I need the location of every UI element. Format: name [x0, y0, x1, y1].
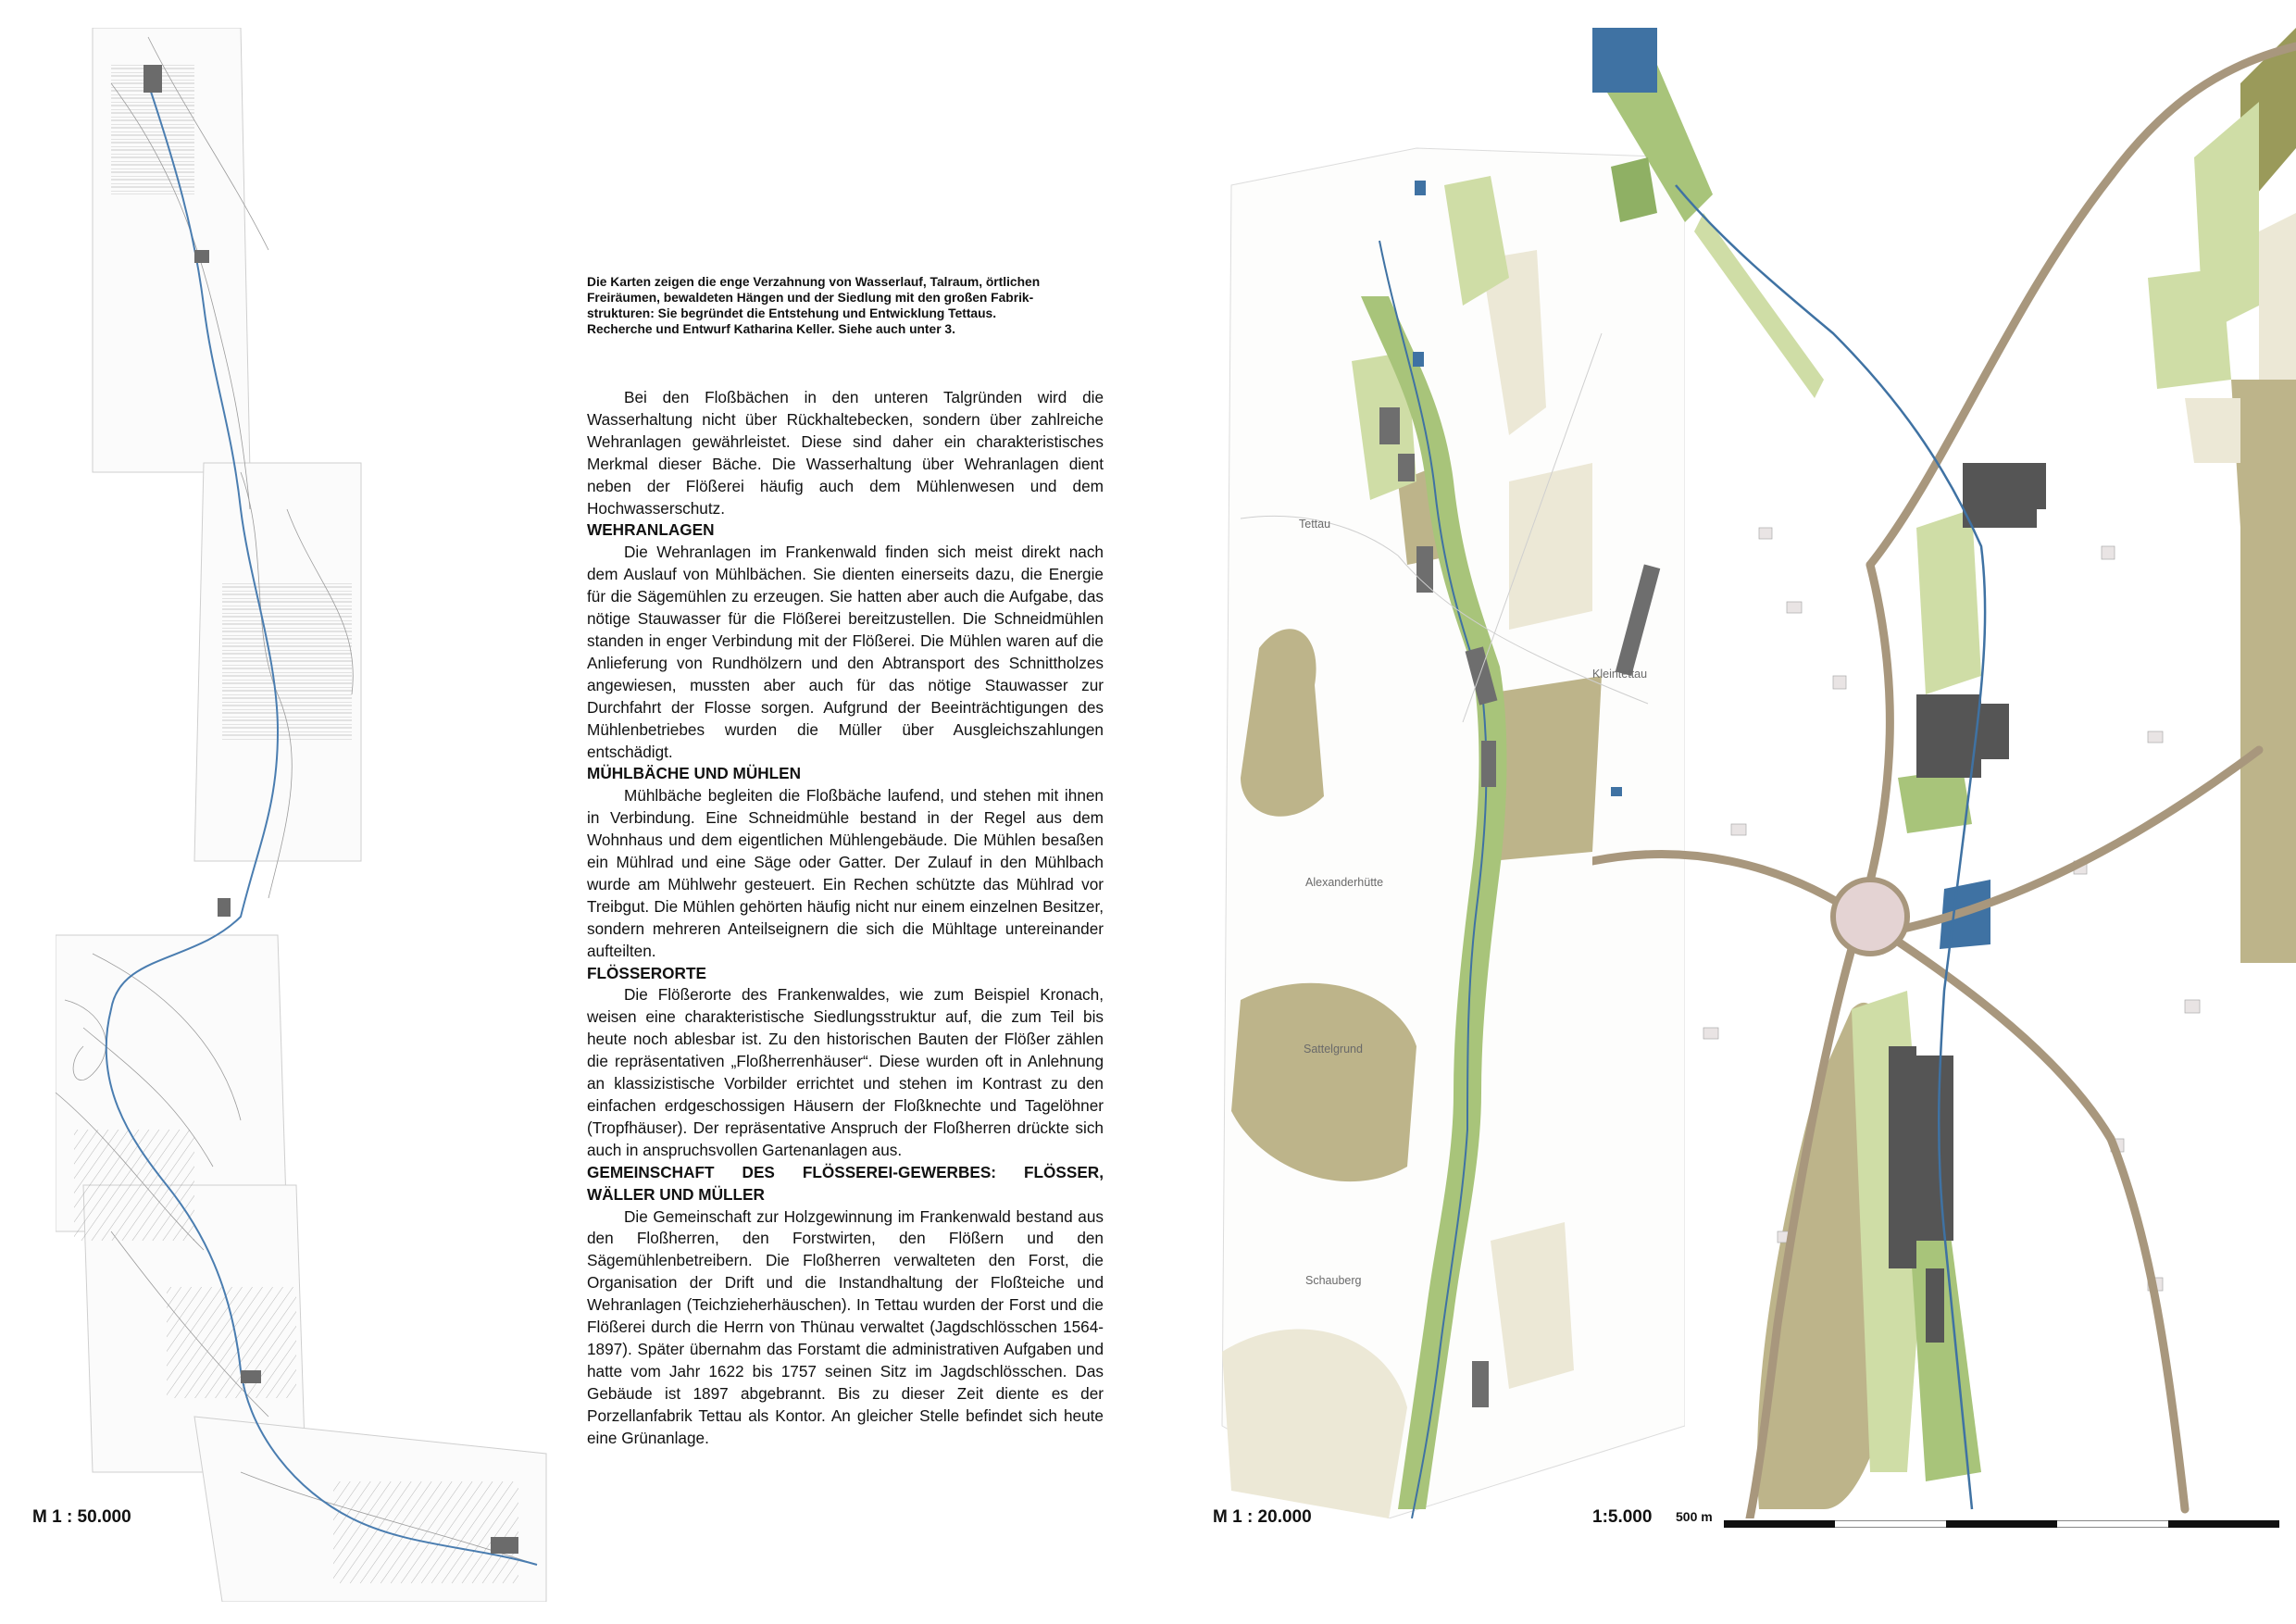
place-label-schauberg: Schauberg: [1305, 1274, 1362, 1287]
paragraph-wehranlagen: Die Wehranlagen im Frankenwald finden sich meist direkt nach dem Auslauf von Mühlbächen. Sie dienten einerseits dazu, die Energie für die Sägemühlen zu erzeugen. Sie hatten aber auch die Aufgabe, das nötige Stauwasser für die Flößerei bereitzustellen. Die Schneidmühlen standen in enger Verbindung mit der Flößerei. Die Mühlen waren auf die Anlieferung von Rundhölzern und den Abtransport des Schnittholzes angewiesen, mussten aber auch für das nötige Stauwasser zur Durchfahrt der Flosse sorgen. Aufgrund der Beeinträchtigungen des Mühlenbetriebes wurden die Müller über Ausgleichszahlungen entschädigt.: [587, 543, 1104, 761]
caption-line: Freiräumen, bewaldeten Hängen und der Siedlung mit den großen Fabrik-: [587, 291, 1034, 305]
scale-label-right: 1:5.000: [1592, 1507, 1653, 1527]
strip-map-drawing: [56, 28, 555, 1602]
forest-blocks: [1757, 28, 2296, 1509]
caption-line: Die Karten zeigen die enge Verzahnung von Wasserlauf, Talraum, örtlichen: [587, 275, 1041, 289]
paragraph-gemeinschaft: Die Gemeinschaft zur Holzgewinnung im Frankenwald bestand aus den Floßherren, den Forstwirten, den Flößern und den Sägemühlenbetreibern. Die Floßherren verwalteten den Forst, die Organisation der Drift und die Instandhaltung der Floßteiche und Wehranlagen (Teichzieherhäuschen). In Tettau wurden der Forst und die Flößerei durch die Herrn von Thünau verwaltet (Jagdschlösschen 1564-1897). Später übernahm das Forstamt die administrativen Aufgaben und hatte vom Jahr 1622 bis 1757 seinen Sitz im Jagdschlösschen. Das Gebäude ist 1897 abgebrannt. Bis zu dieser Zeit diente es der Porzellanfabrik Tettau als Kontor. An gleicher Stelle befindet sich heute eine Grünanlage.: [587, 1206, 1104, 1447]
section-heading-gemeinschaft: GEMEINSCHAFT DES FLÖSSEREI-GEWERBES: FLÖSSER, WÄLLER UND MÜLLER: [587, 1162, 1104, 1204]
place-label-kleintettau: Kleintettau: [1592, 668, 1648, 681]
place-label-sattelgrund: Sattelgrund: [1304, 1043, 1363, 1056]
town-plan-1-5000: [1592, 28, 2296, 1518]
caption-line: Recherche und Entwurf Katharina Keller. Siehe auch unter 3.: [587, 322, 955, 336]
town-square: [1833, 880, 1907, 954]
intro-paragraph: Bei den Floßbächen in den unteren Talgründen wird die Wasserhaltung nicht über Rückhaltebecken, sondern über zahlreiche Wehranlagen gewährleistet. Diese sind daher ein charakteristisches Merkmal dieser Bäche. Die Wasserhaltung über Wehranlagen dient neben der Flößerei häufig auch dem Mühlenwesen und dem Hochwasserschutz.: [587, 388, 1104, 518]
town-plan-drawing: [1592, 28, 2296, 1518]
scale-bar-segments: [1724, 1520, 2279, 1528]
scale-bar-label: 500 m: [1676, 1509, 1713, 1524]
scale-label-middle: M 1 : 20.000: [1213, 1507, 1312, 1527]
topographic-strip-map: [56, 28, 555, 1602]
body-text: [587, 387, 1104, 1450]
paragraph-muehlbaeche: Mühlbäche begleiten die Floßbäche laufend, und stehen mit ihnen in Verbindung. Eine Schneidmühle bestand in der Regel aus dem Wohnhaus und dem eigentlichen Mühlengebäude. Die Mühlen besaßen ein Mühlrad und eine Säge oder Gatter. Der Zulauf in den Mühlbach wurde am Mühlwehr gesteuert. Ein Rechen schützte das Mühlrad vor Treibgut. Die Mühlen gehörten häufig nicht nur einem einzelnen Besitzer, sondern mehreren Anteilseignern die sich die Mühltage untereinander aufteilten.: [587, 786, 1104, 960]
place-label-alexanderhuette: Alexanderhütte: [1305, 876, 1384, 889]
map-caption: [587, 274, 1105, 337]
section-heading-floesserorte: FLÖSSERORTE: [587, 963, 706, 982]
place-label-tettau: Tettau: [1299, 518, 1331, 531]
caption-line: strukturen: Sie begründet die Entstehung und Entwicklung Tettaus.: [587, 306, 997, 320]
map-tiles: [56, 28, 546, 1602]
section-heading-wehranlagen: WEHRANLAGEN: [587, 520, 715, 540]
section-heading-muehlbaeche: MÜHLBÄCHE UND MÜHLEN: [587, 764, 802, 783]
scale-bar: [1724, 1516, 2279, 1523]
scale-label-left: M 1 : 50.000: [32, 1507, 131, 1527]
paragraph-floesserorte: Die Flößerorte des Frankenwaldes, wie zum Beispiel Kronach, weisen eine charakteristische Siedlungsstruktur auf, die zum Teil bis heute noch ablesbar ist. Zu den historischen Bauten der Flößer zählen die repräsentativen „Floßherrenhäuser“. Diese wurden oft in Anlehnung an klassizistische Vorbilder errichtet und stehen im Kontrast zu den einfachen erdgeschossigen Häusern der Floßknechte und Tagelöhner (Tropfhäuser). Der repräsentative Anspruch der Floßherren drückte sich auch in anspruchsvollen Gartenanlagen aus.: [587, 985, 1104, 1159]
